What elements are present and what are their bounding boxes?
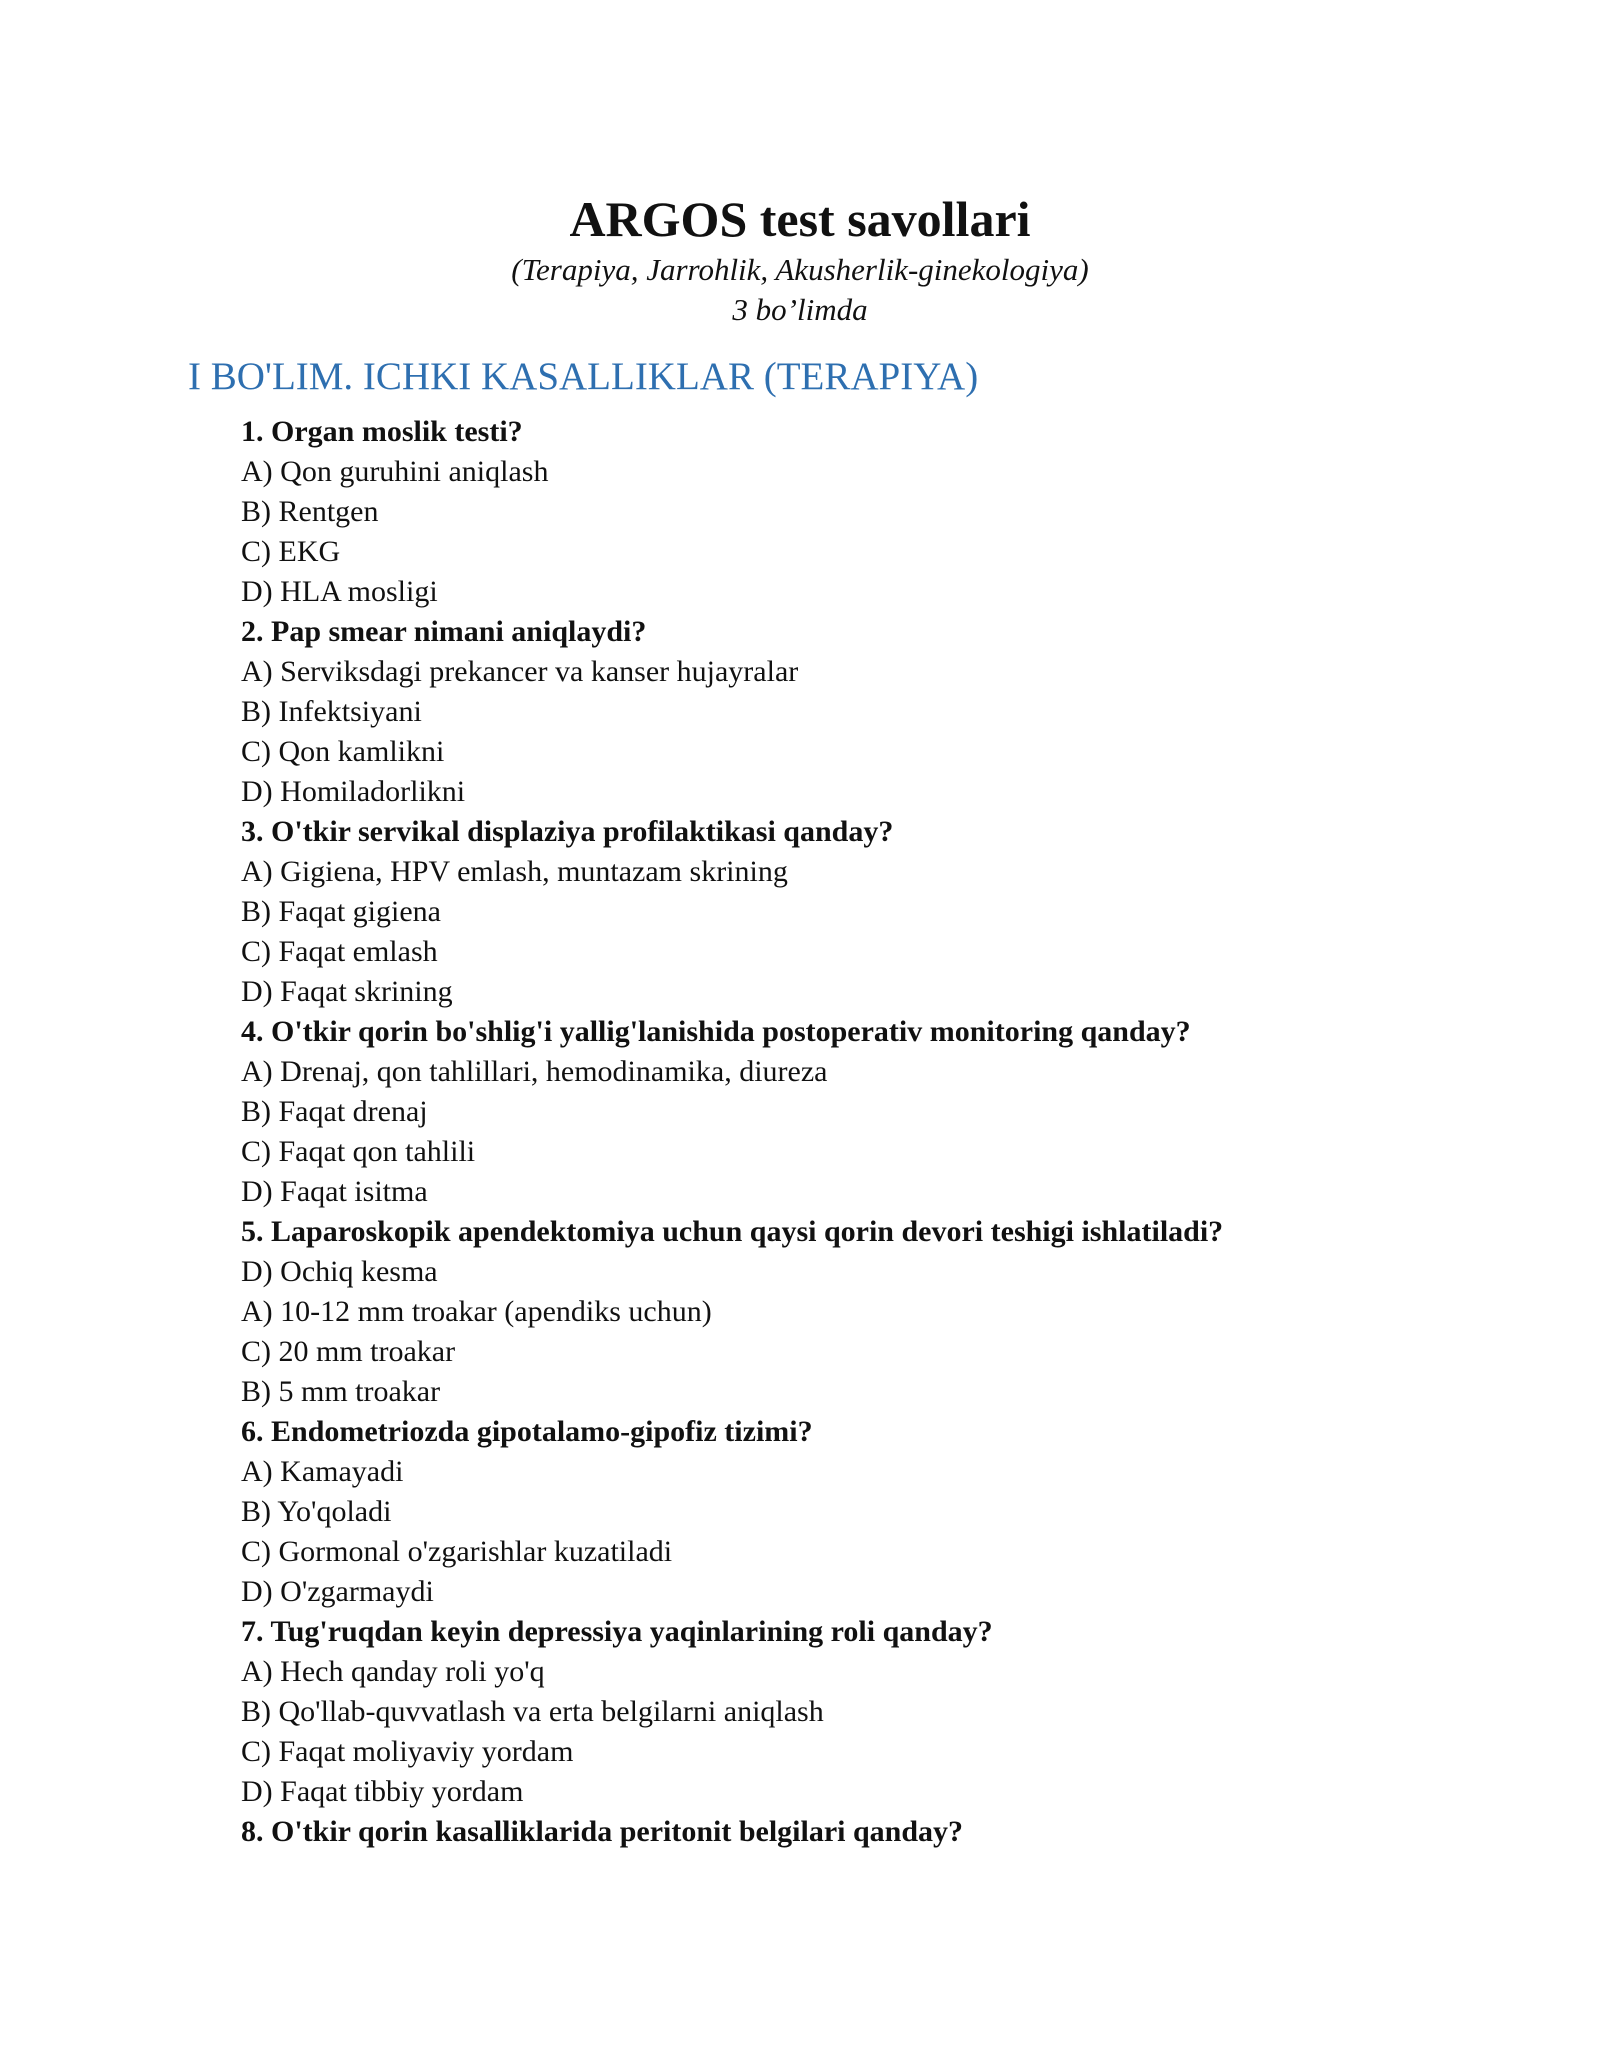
question-list [241,412,1223,1852]
answer-option: A) Serviksdagi prekancer va kanser hujayralar [241,655,799,688]
question-text: 1. Organ moslik testi? [241,415,523,448]
question-text: 8. O'tkir qorin kasalliklarida peritonit belgilari qanday? [241,1815,964,1848]
section-heading: I BO'LIM. ICHKI KASALLIKLAR (TERAPIYA) [188,355,979,398]
answer-option: B) Infektsiyani [241,695,422,728]
answer-option: D) O'zgarmaydi [241,1575,434,1608]
document-subtitle: (Terapiya, Jarrohlik, Akusherlik-ginekologiya) [511,252,1089,287]
question-text: 7. Tug'ruqdan keyin depressiya yaqinlarining roli qanday? [241,1615,993,1648]
answer-option: D) Faqat skrining [241,975,453,1008]
answer-option: C) Gormonal o'zgarishlar kuzatiladi [241,1535,673,1568]
answer-option: B) 5 mm troakar [241,1375,441,1408]
answer-option: B) Faqat gigiena [241,895,441,928]
answer-option: B) Rentgen [241,495,379,528]
question-text: 4. O'tkir qorin bo'shlig'i yallig'lanishida postoperativ monitoring qanday? [241,1015,1191,1048]
question-block [241,1812,1223,1852]
answer-option: C) Faqat emlash [241,935,438,968]
answer-option: C) Faqat moliyaviy yordam [241,1735,574,1768]
answer-option: A) Qon guruhini aniqlash [241,455,549,488]
question-text: 5. Laparoskopik apendektomiya uchun qaysi qorin devori teshigi ishlatiladi? [241,1215,1224,1248]
answer-option: D) HLA mosligi [241,575,438,608]
question-text: 3. O'tkir servikal displaziya profilaktikasi qanday? [241,815,894,848]
question-text: 2. Pap smear nimani aniqlaydi? [241,615,647,648]
document-parts-note: 3 bo’limda [732,292,868,327]
question-block [241,412,1223,612]
answer-option: B) Qo'llab-quvvatlash va erta belgilarni aniqlash [241,1695,824,1728]
answer-option: D) Faqat tibbiy yordam [241,1775,524,1808]
question-block [241,1412,1223,1612]
answer-option: A) Gigiena, HPV emlash, muntazam skrining [241,855,788,888]
answer-option: C) Faqat qon tahlili [241,1135,476,1168]
answer-option: B) Yo'qoladi [241,1495,392,1528]
answer-option: B) Faqat drenaj [241,1095,428,1128]
answer-option: C) 20 mm troakar [241,1335,456,1368]
answer-option: D) Ochiq kesma [241,1255,438,1288]
question-block [241,1012,1223,1212]
question-block [241,1212,1223,1412]
question-text: 6. Endometriozda gipotalamo-gipofiz tizimi? [241,1415,813,1448]
answer-option: A) Kamayadi [241,1455,404,1488]
answer-option: A) Drenaj, qon tahlillari, hemodinamika, diureza [241,1055,828,1088]
answer-option: A) Hech qanday roli yo'q [241,1655,545,1688]
question-block [241,1612,1223,1812]
answer-option: A) 10-12 mm troakar (apendiks uchun) [241,1295,712,1328]
answer-option: D) Homiladorlikni [241,775,466,808]
document-title: ARGOS test savollari [569,191,1031,247]
answer-option: C) EKG [241,535,341,568]
answer-option: D) Faqat isitma [241,1175,428,1208]
question-block [241,612,1223,812]
document-header [0,188,1600,330]
question-block [241,812,1223,1012]
answer-option: C) Qon kamlikni [241,735,445,768]
